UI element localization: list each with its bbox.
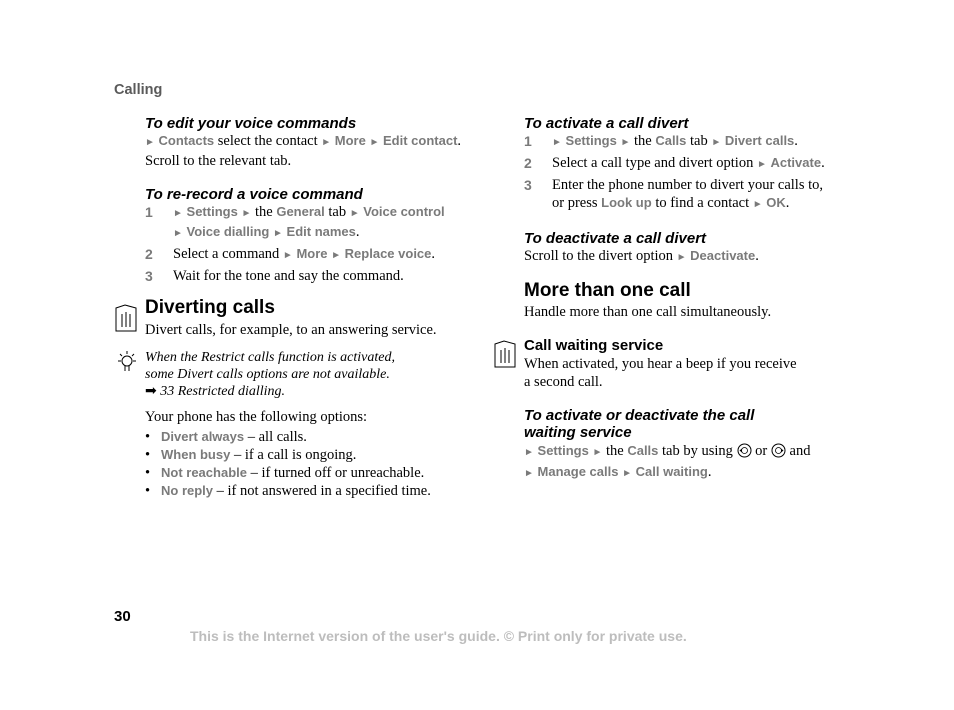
activate-step-1: 1 ► Settings ► the Calls tab ► Divert calls. [524,133,798,149]
option-desc: – if not answered in a specified time. [216,483,431,499]
arrow-icon: ► [273,228,283,239]
text: Wait for the tone and say the command. [173,268,404,284]
rerecord-step-2: 2 Select a command ► More ► Replace voice. [145,246,436,262]
option-desc: – if a call is ongoing. [233,447,357,463]
more-than-one-desc: Handle more than one call simultaneously. [524,304,772,320]
nav-left-icon [737,443,752,463]
page-number: 30 [114,608,131,625]
option-name: Not reachable [161,465,247,480]
tip-line: some Divert calls options are not available. [145,367,390,382]
arrow-icon: ► [552,137,562,148]
activate-step-3-cont: or press Look up to find a contact ► OK. [552,195,790,211]
menu-voice-dialling: Voice dialling [186,224,270,239]
step-number: 2 [524,155,532,171]
option-name: No reply [161,483,214,498]
diverting-desc: Divert calls, for example, to an answering service. [145,322,437,338]
arrow-icon: ► [369,137,380,148]
option-item [145,428,431,446]
rerecord-step-1-cont: ► Voice dialling ► Edit names. [173,224,360,240]
menu-general: General [276,204,325,219]
heading-act-deact-waiting: To activate or deactivate the call [524,407,755,424]
text: the [633,133,652,149]
text: or [755,443,768,459]
options-intro: Your phone has the following options: [145,409,368,425]
heading-more-than-one-call: More than one call [524,280,691,301]
menu-calls: Calls [627,443,659,458]
text: or press [552,195,598,211]
text: Select a call type and divert option [552,155,754,171]
menu-settings: Settings [186,204,238,219]
menu-more: More [334,133,366,148]
text: Scroll to the divert option [524,248,674,264]
menu-deactivate: Deactivate [690,248,756,263]
reference-text: 33 Restricted dialling. [160,384,286,399]
call-waiting-line: When activated, you hear a beep if you receive [524,356,797,372]
menu-edit-contact: Edit contact [383,133,458,148]
arrow-icon: ► [331,250,342,261]
step-number: 2 [145,246,153,262]
heading-act-deact-waiting-cont: waiting service [524,424,632,441]
option-name: Divert always [161,429,245,444]
option-desc: – if turned off or unreachable. [250,465,425,481]
rerecord-step-3 [145,267,485,285]
arrow-right-icon: ➡ [145,384,157,399]
menu-calls: Calls [655,133,687,148]
menu-look-up: Look up [601,195,652,210]
menu-voice-control: Voice control [363,204,445,219]
arrow-icon: ► [752,199,763,210]
menu-divert-calls: Divert calls [724,133,795,148]
deactivate-text: Scroll to the divert option ► Deactivate. [524,248,759,264]
tip-text [145,349,395,400]
arrow-icon: ► [524,447,534,458]
arrow-icon: ► [676,252,687,263]
text: to find a contact [655,195,750,211]
act-deact-path [524,442,884,463]
arrow-icon: ► [145,137,155,148]
menu-activate: Activate [770,155,822,170]
text: the [254,204,273,220]
arrow-icon: ► [622,468,632,479]
arrow-icon: ► [756,159,767,170]
tip-line: When the Restrict calls function is activated, [145,350,395,365]
menu-settings: Settings [537,443,589,458]
step-number: 3 [524,177,532,193]
option-name: When busy [161,447,231,462]
option-desc: – all calls. [247,429,307,445]
lightbulb-icon [116,350,138,379]
arrow-icon: ► [349,208,360,219]
edit-voice-path: ► Contacts select the contact ► More ► Edit contact. [145,133,462,149]
activate-step-2: 2 Select a call type and divert option ► Activate. [524,155,825,171]
text: the [605,443,624,459]
tip-reference [145,383,395,400]
text: select the contact [217,133,318,149]
call-waiting-line: a second call. [524,374,603,390]
act-deact-path-cont: ► Manage calls ► Call waiting. [524,464,712,480]
arrow-icon: ► [241,208,252,219]
text: tab [328,204,347,220]
options-list [145,428,431,500]
heading-rerecord: To re-record a voice command [145,186,363,203]
menu-more: More [296,246,328,261]
edit-voice-text: Scroll to the relevant tab. [145,153,292,169]
step-number: 1 [524,133,532,149]
menu-ok: OK [766,195,786,210]
activate-step-3 [524,176,864,194]
menu-manage-calls: Manage calls [537,464,619,479]
arrow-icon: ► [321,137,332,148]
step-number: 3 [145,268,153,284]
text: Enter the phone number to divert your calls to, [552,177,823,193]
arrow-icon: ► [173,208,183,219]
footer-notice: This is the Internet version of the user's guide. © Print only for private use. [190,628,687,644]
nav-right-icon [771,443,786,463]
option-item [145,446,431,464]
arrow-icon: ► [524,468,534,479]
act-deact-waiting [524,407,884,483]
text: tab [690,133,708,149]
menu-call-waiting: Call waiting [635,464,708,479]
option-item [145,482,431,500]
heading-call-waiting: Call waiting service [524,337,664,354]
arrow-icon: ► [620,137,631,148]
left-column [145,115,485,285]
menu-replace-voice: Replace voice [344,246,432,261]
arrow-icon: ► [282,250,293,261]
step-number: 1 [145,204,153,220]
arrow-icon: ► [592,447,603,458]
heading-edit-voice-commands: To edit your voice commands [145,115,357,132]
text: Select a command [173,246,280,262]
section-header: Calling [114,82,163,98]
menu-settings: Settings [565,133,617,148]
phone-icon [115,304,137,337]
arrow-icon: ► [173,228,183,239]
option-item [145,464,431,482]
phone-icon [494,340,516,373]
text: tab by using [662,443,733,459]
heading-deactivate-divert: To deactivate a call divert [524,230,707,247]
menu-edit-names: Edit names [286,224,356,239]
heading-diverting-calls: Diverting calls [145,297,275,318]
arrow-icon: ► [711,137,722,148]
menu-contacts: Contacts [158,133,215,148]
heading-activate-divert: To activate a call divert [524,115,689,132]
rerecord-step-1 [145,203,485,223]
right-column [524,115,864,267]
text: and [789,443,811,459]
